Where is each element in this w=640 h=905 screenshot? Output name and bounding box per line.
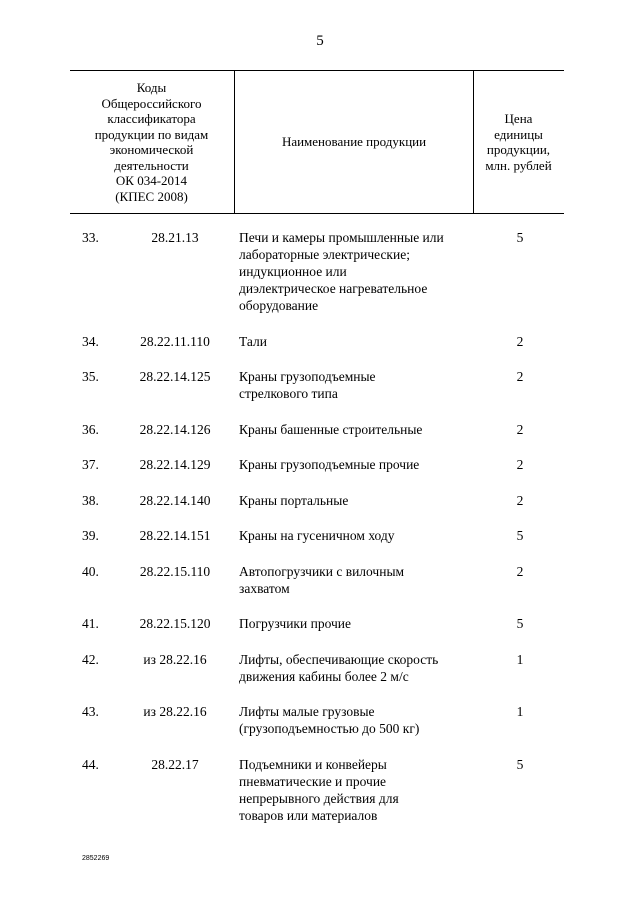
row-product-name	[239, 527, 479, 544]
row-code: 28.22.14.129	[139, 457, 211, 472]
row-code: 28.21.13	[151, 230, 199, 245]
row-product-name	[239, 333, 479, 350]
row-product-name-line: индукционное или	[239, 264, 347, 279]
row-product-name-line: захватом	[239, 580, 290, 596]
row-number: 38.	[82, 492, 99, 508]
row-product-name	[239, 456, 479, 473]
table-row	[0, 703, 640, 756]
row-product-name-line: лабораторные электрические;	[239, 247, 410, 262]
row-number: 41.	[82, 616, 99, 631]
row-number: 42.	[82, 651, 99, 667]
row-product-name-line: движения кабины более 2 м/с	[239, 668, 409, 684]
row-price: 2	[516, 492, 524, 508]
header-codes-column	[70, 71, 233, 213]
row-product-name	[239, 615, 479, 632]
row-product-name-line: (грузоподъемностью до 500 кг)	[239, 721, 420, 736]
row-code: 28.22.14.140	[139, 492, 211, 508]
row-product-name	[239, 492, 479, 509]
row-price: 2	[516, 369, 524, 384]
row-code: из 28.22.16	[143, 704, 207, 719]
row-code: 28.22.14.126	[139, 421, 211, 437]
row-product-name-line: диэлектрическое нагревательное	[239, 281, 428, 296]
row-product-name	[239, 756, 479, 824]
header-price-line: млн. рублей	[485, 157, 552, 173]
table-row	[0, 456, 640, 492]
table-row	[0, 563, 640, 616]
row-product-name	[239, 368, 479, 402]
row-product-name-line: Краны башенные строительные	[239, 421, 423, 437]
row-product-name	[239, 229, 479, 314]
header-codes-line: Коды	[136, 80, 167, 95]
row-product-name-line: оборудование	[239, 298, 319, 313]
row-product-name-line: пневматические и прочие	[239, 773, 387, 789]
row-product-name	[239, 651, 479, 685]
header-codes-line: Общероссийского	[101, 95, 202, 111]
row-code: из 28.22.16	[143, 651, 207, 667]
header-name-label: Наименование продукции	[281, 134, 427, 150]
table-header	[70, 70, 564, 214]
row-product-name	[239, 563, 479, 597]
row-number: 43.	[82, 704, 99, 719]
table-row	[0, 615, 640, 651]
row-product-name-line: Подъемники и конвейеры	[239, 756, 387, 772]
row-price: 5	[516, 616, 524, 631]
row-number: 35.	[82, 369, 99, 384]
row-number: 44.	[82, 756, 99, 772]
row-number: 39.	[82, 528, 99, 543]
row-price: 1	[516, 704, 524, 719]
row-product-name-line: Автопогрузчики с вилочным	[239, 563, 405, 579]
row-product-name-line: Краны портальные	[239, 492, 349, 508]
row-number: 40.	[82, 563, 99, 579]
header-codes-line: продукции по видам	[94, 126, 209, 142]
row-code: 28.22.11.110	[140, 333, 210, 349]
row-product-name-line: Тали	[239, 333, 267, 349]
row-product-name-line: Погрузчики прочие	[239, 616, 351, 631]
table-row	[0, 333, 640, 369]
header-price-line: продукции,	[486, 142, 551, 157]
table-row	[0, 756, 640, 843]
row-product-name-line: товаров или материалов	[239, 807, 378, 823]
row-price: 2	[516, 563, 524, 579]
row-product-name-line: стрелкового типа	[239, 386, 338, 401]
row-price: 5	[516, 528, 524, 543]
table-body	[0, 229, 640, 842]
row-price: 1	[516, 651, 524, 667]
row-product-name-line: непрерывного действия для	[239, 790, 399, 806]
row-product-name-line: Краны грузоподъемные прочие	[239, 457, 420, 472]
row-product-name-line: Краны на гусеничном ходу	[239, 528, 395, 543]
row-code: 28.22.17	[151, 756, 199, 772]
row-product-name	[239, 421, 479, 438]
header-codes-line: ОК 034-2014	[115, 173, 188, 188]
row-product-name	[239, 703, 479, 737]
row-number: 34.	[82, 333, 99, 349]
document-id: 2852269	[82, 855, 110, 862]
row-price: 2	[516, 333, 524, 349]
row-code: 28.22.15.110	[139, 563, 211, 579]
header-price-column	[473, 71, 564, 213]
table-row	[0, 651, 640, 704]
row-product-name-line: Лифты малые грузовые	[239, 704, 375, 719]
row-product-name-line: Краны грузоподъемные	[239, 369, 376, 384]
row-number: 36.	[82, 421, 99, 437]
page-number: 5	[316, 33, 324, 49]
table-row	[0, 229, 640, 333]
row-price: 2	[516, 457, 524, 472]
header-price-line: единицы	[494, 126, 543, 142]
row-product-name-line: Печи и камеры промышленные или	[239, 230, 444, 245]
header-codes-line: классификатора	[107, 111, 196, 126]
header-codes-line: экономической	[109, 142, 194, 157]
table-row	[0, 527, 640, 563]
row-price: 5	[516, 756, 524, 772]
row-code: 28.22.15.120	[139, 616, 211, 631]
row-product-name-line: Лифты, обеспечивающие скорость	[239, 651, 439, 667]
header-name-column	[234, 71, 474, 213]
table-row	[0, 368, 640, 421]
table-row	[0, 421, 640, 457]
row-code: 28.22.14.151	[139, 528, 211, 543]
row-code: 28.22.14.125	[139, 369, 211, 384]
table-row	[0, 492, 640, 528]
row-number: 37.	[82, 457, 99, 472]
row-price: 5	[516, 230, 524, 245]
row-price: 2	[516, 421, 524, 437]
header-codes-line: деятельности	[114, 157, 189, 173]
row-number: 33.	[82, 230, 99, 245]
header-price-line: Цена	[504, 111, 533, 126]
header-codes-line: (КПЕС 2008)	[115, 188, 188, 204]
